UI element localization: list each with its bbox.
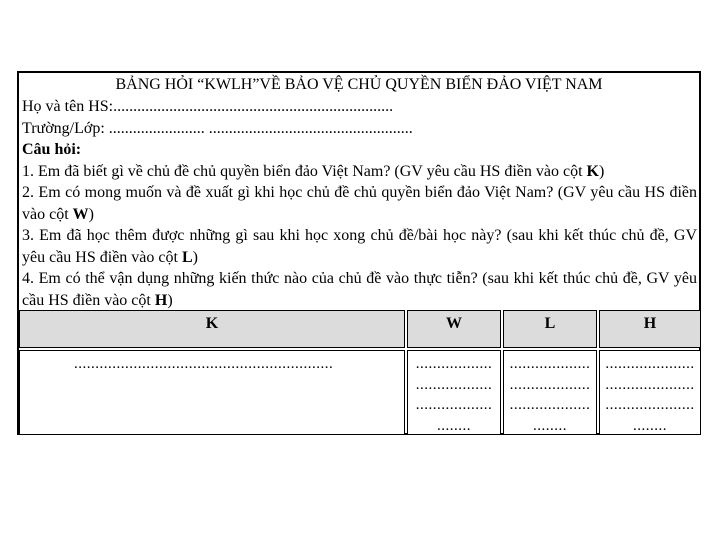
kwlh-form	[17, 71, 701, 435]
question-3-column: L	[181, 248, 193, 266]
header-w	[407, 310, 501, 348]
question-1-text: 1. Em đã biết gì về chủ đề chủ quyền biển đảo Việt Nam? (GV yêu cầu HS điền vào cột	[22, 162, 587, 180]
question-3	[22, 225, 697, 268]
question-2-text: 2. Em có mong muốn và đề xuất gì khi học chủ đề chủ quyền biển đảo Việt Nam? (GV yêu cầu HS điền vào cột	[22, 184, 697, 223]
header-h	[599, 310, 701, 348]
question-1	[22, 161, 697, 183]
cell-l-line: ...................	[509, 376, 591, 393]
cell-h-line: ........	[633, 417, 667, 434]
question-4-column: H	[154, 291, 168, 309]
question-1-column: K	[586, 162, 599, 180]
header-w-label: W	[446, 315, 462, 332]
cell-w-line: ..................	[415, 356, 493, 372]
cell-l-line: ...................	[509, 397, 591, 413]
cell-l-line: ...................	[509, 356, 591, 372]
cell-l[interactable]	[503, 350, 597, 435]
cell-k-dots: .............................................................	[74, 356, 334, 372]
school-class-line: Trường/Lớp: ........................ ...................................................	[22, 119, 413, 137]
cell-h-line: .....................	[605, 356, 695, 372]
student-name-line: Họ và tên HS:......................................................................	[22, 98, 394, 115]
cell-k[interactable]	[19, 350, 405, 435]
question-2-end: )	[88, 205, 94, 223]
questions-heading	[22, 139, 81, 161]
cell-w-line: ..................	[415, 397, 493, 413]
header-h-label: H	[643, 315, 657, 332]
question-3-text: 3. Em đã học thêm được những gì sau khi học xong chủ đề/bài học này? (sau khi kết thúc chủ đề, GV yêu cầu HS điền vào cột	[22, 227, 697, 266]
question-3-end: )	[192, 248, 198, 266]
header-k-label: K	[205, 315, 219, 332]
header-l-label: L	[544, 315, 556, 332]
question-2	[22, 182, 697, 225]
question-4-end: )	[167, 291, 173, 309]
cell-h[interactable]	[599, 350, 701, 435]
question-4-text: 4. Em có thể vận dụng những kiến thức nào của chủ đề vào thực tiễn? (sau khi kết thúc chủ đề, GV yêu cầu HS điền vào cột	[22, 270, 697, 309]
cell-w-line: ..................	[415, 376, 493, 393]
question-4	[22, 268, 697, 311]
form-title: BẢNG HỎI “KWLH”VỀ BẢO VỆ CHỦ QUYỀN BIỂN ĐẢO VIỆT NAM	[115, 76, 603, 93]
questions-heading-text: Câu hỏi:	[22, 141, 82, 158]
header-l	[503, 310, 597, 348]
cell-h-line: .....................	[605, 376, 695, 393]
question-1-end: )	[598, 162, 605, 180]
cell-h-line: .....................	[605, 397, 695, 413]
cell-w-line: ........	[437, 417, 471, 434]
question-2-column: W	[72, 205, 89, 223]
cell-l-line: ........	[533, 417, 567, 434]
header-k	[19, 310, 405, 348]
cell-w[interactable]	[407, 350, 501, 435]
